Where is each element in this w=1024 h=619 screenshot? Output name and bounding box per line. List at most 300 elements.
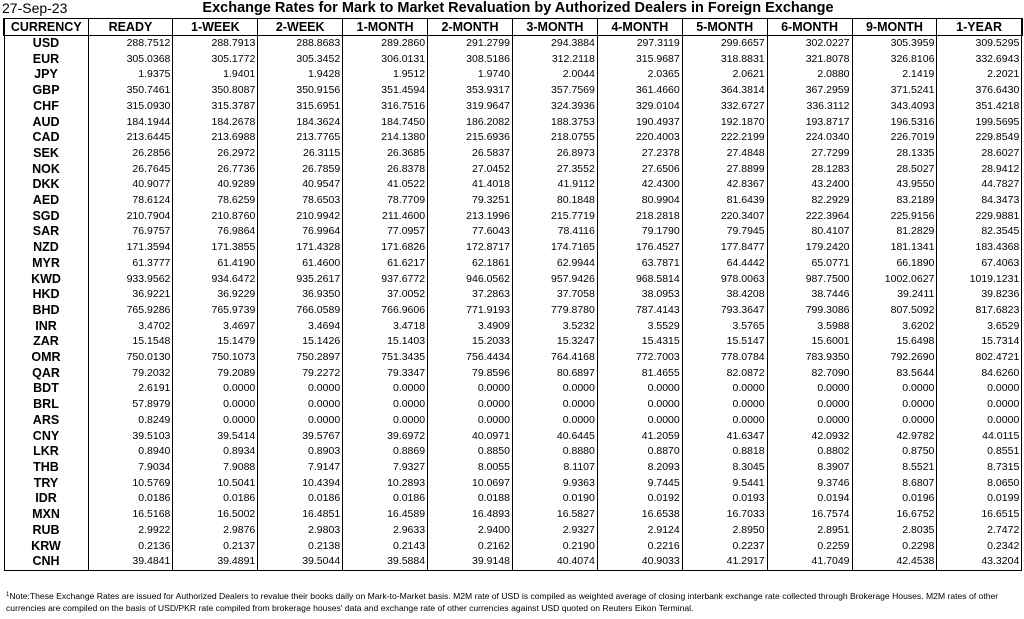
rate-cell: 40.6445 — [512, 429, 597, 445]
rate-cell: 39.8236 — [937, 287, 1022, 303]
currency-code: BDT — [4, 381, 88, 397]
rate-cell: 220.4003 — [597, 130, 682, 146]
rate-cell: 0.0000 — [937, 397, 1022, 413]
rate-cell: 793.3647 — [682, 303, 767, 319]
rate-cell: 15.1426 — [258, 334, 343, 350]
rate-cell: 79.2032 — [88, 366, 173, 382]
rate-cell: 42.4538 — [852, 554, 937, 570]
rate-cell: 0.0000 — [343, 413, 428, 429]
rate-cell: 229.8549 — [937, 130, 1022, 146]
rate-cell: 37.2863 — [428, 287, 513, 303]
rate-cell: 44.0115 — [937, 429, 1022, 445]
rate-cell: 0.0000 — [937, 413, 1022, 429]
rate-cell: 43.9550 — [852, 177, 937, 193]
rate-cell: 41.6347 — [682, 429, 767, 445]
rate-cell: 82.0872 — [682, 366, 767, 382]
rate-cell: 16.6538 — [597, 507, 682, 523]
rate-cell: 0.8903 — [258, 444, 343, 460]
rate-cell: 0.2143 — [343, 539, 428, 555]
rate-cell: 2.9876 — [173, 523, 258, 539]
rate-cell: 78.7709 — [343, 193, 428, 209]
rate-cell: 27.0452 — [428, 162, 513, 178]
rate-cell: 350.9156 — [258, 83, 343, 99]
rate-cell: 0.8249 — [88, 413, 173, 429]
table-row — [4, 130, 1022, 146]
rate-cell: 61.6217 — [343, 256, 428, 272]
rate-cell: 771.9193 — [428, 303, 513, 319]
rate-cell: 0.8869 — [343, 444, 428, 460]
rate-cell: 946.0562 — [428, 272, 513, 288]
currency-code: KRW — [4, 539, 88, 555]
rate-cell: 16.4893 — [428, 507, 513, 523]
table-row — [4, 146, 1022, 162]
rate-cell: 817.6823 — [937, 303, 1022, 319]
rate-cell: 224.0340 — [767, 130, 852, 146]
table-row — [4, 366, 1022, 382]
table-row — [4, 397, 1022, 413]
rate-cell: 291.2799 — [428, 36, 513, 52]
rate-cell: 288.8683 — [258, 36, 343, 52]
rate-cell: 27.7299 — [767, 146, 852, 162]
rate-cell: 294.3884 — [512, 36, 597, 52]
report-date: 27-Sep-23 — [2, 0, 68, 16]
rate-cell: 0.0000 — [512, 413, 597, 429]
table-row — [4, 224, 1022, 240]
rate-cell: 80.6897 — [512, 366, 597, 382]
table-row — [4, 115, 1022, 131]
rate-cell: 38.0953 — [597, 287, 682, 303]
rate-cell: 0.8880 — [512, 444, 597, 460]
rate-cell: 28.1335 — [852, 146, 937, 162]
table-row — [4, 444, 1022, 460]
rate-cell: 196.5316 — [852, 115, 937, 131]
table-row — [4, 99, 1022, 115]
rate-cell: 305.3452 — [258, 52, 343, 68]
footnote-text: Note:These Exchange Rates are issued for Authorized Dealers to revalue their books daily on Mark-to-Market basis. M2M rate of USD is compiled as weighted average of closing interbank exchange rate collected through Brokerage Houses. M2M rates of other currencies are compiled on the basis of USD/PKR rate compiled from brokerage houses' data and exchange rate of other currencies against USD quoted on Reuters Eikon Terminal. — [6, 591, 999, 613]
rate-cell: 16.7033 — [682, 507, 767, 523]
rate-cell: 332.6943 — [937, 52, 1022, 68]
table-row — [4, 491, 1022, 507]
currency-code: CAD — [4, 130, 88, 146]
rate-cell: 16.7574 — [767, 507, 852, 523]
rate-cell: 968.5814 — [597, 272, 682, 288]
table-row — [4, 413, 1022, 429]
rate-cell: 376.6430 — [937, 83, 1022, 99]
column-header-1-week: 1-WEEK — [173, 19, 258, 36]
rate-cell: 27.3552 — [512, 162, 597, 178]
rate-cell: 226.7019 — [852, 130, 937, 146]
rate-cell: 78.6503 — [258, 193, 343, 209]
rate-cell: 80.4107 — [767, 224, 852, 240]
rate-cell: 188.3753 — [512, 115, 597, 131]
rate-cell: 2.9400 — [428, 523, 513, 539]
rate-cell: 15.1548 — [88, 334, 173, 350]
rate-cell: 792.2690 — [852, 350, 937, 366]
rate-cell: 15.7314 — [937, 334, 1022, 350]
rate-cell: 41.2917 — [682, 554, 767, 570]
rate-cell: 312.2118 — [512, 52, 597, 68]
table-row — [4, 460, 1022, 476]
currency-code: LKR — [4, 444, 88, 460]
rate-cell: 2.9922 — [88, 523, 173, 539]
currency-code: NZD — [4, 240, 88, 256]
currency-code: THB — [4, 460, 88, 476]
rate-cell: 39.9148 — [428, 554, 513, 570]
rate-cell: 171.3594 — [88, 240, 173, 256]
rate-cell: 177.8477 — [682, 240, 767, 256]
rate-cell: 16.5002 — [173, 507, 258, 523]
rate-cell: 306.0131 — [343, 52, 428, 68]
table-row — [4, 67, 1022, 83]
rate-cell: 171.3855 — [173, 240, 258, 256]
currency-code: INR — [4, 319, 88, 335]
rate-cell: 220.3407 — [682, 209, 767, 225]
rate-cell: 289.2860 — [343, 36, 428, 52]
rate-cell: 0.0000 — [258, 381, 343, 397]
rate-cell: 83.2189 — [852, 193, 937, 209]
rate-cell: 1.9428 — [258, 67, 343, 83]
rate-cell: 1.9740 — [428, 67, 513, 83]
column-header-1-month: 1-MONTH — [343, 19, 428, 36]
rate-cell: 184.7450 — [343, 115, 428, 131]
rate-cell: 210.9942 — [258, 209, 343, 225]
rate-cell: 38.4208 — [682, 287, 767, 303]
rate-cell: 7.9034 — [88, 460, 173, 476]
footnote-marker: 1 — [6, 592, 10, 598]
currency-code: HKD — [4, 287, 88, 303]
currency-code: SGD — [4, 209, 88, 225]
rate-cell: 8.0650 — [937, 476, 1022, 492]
rate-cell: 3.4909 — [428, 319, 513, 335]
rate-cell: 2.8951 — [767, 523, 852, 539]
rate-cell: 957.9426 — [512, 272, 597, 288]
rate-cell: 79.2089 — [173, 366, 258, 382]
rate-cell: 0.0000 — [852, 397, 937, 413]
rate-cell: 26.7736 — [173, 162, 258, 178]
rate-cell: 27.6506 — [597, 162, 682, 178]
rate-cell: 350.8087 — [173, 83, 258, 99]
rate-cell: 192.1870 — [682, 115, 767, 131]
rate-cell: 0.0000 — [343, 381, 428, 397]
rate-cell: 766.9606 — [343, 303, 428, 319]
rate-cell: 9.7445 — [597, 476, 682, 492]
rate-cell: 62.1861 — [428, 256, 513, 272]
rate-cell: 1.9401 — [173, 67, 258, 83]
rate-cell: 371.5241 — [852, 83, 937, 99]
rate-cell: 77.6043 — [428, 224, 513, 240]
currency-code: DKK — [4, 177, 88, 193]
rate-cell: 210.8760 — [173, 209, 258, 225]
rate-cell: 76.9964 — [258, 224, 343, 240]
column-header-1-year: 1-YEAR — [937, 19, 1022, 36]
rate-cell: 179.2420 — [767, 240, 852, 256]
rate-cell: 16.5168 — [88, 507, 173, 523]
rate-cell: 26.3685 — [343, 146, 428, 162]
rate-cell: 316.7516 — [343, 99, 428, 115]
rate-cell: 39.5103 — [88, 429, 173, 445]
rate-cell: 3.6529 — [937, 319, 1022, 335]
rate-cell: 10.5769 — [88, 476, 173, 492]
rate-cell: 183.4368 — [937, 240, 1022, 256]
rate-cell: 0.0000 — [173, 397, 258, 413]
rate-cell: 82.2929 — [767, 193, 852, 209]
rate-cell: 305.0368 — [88, 52, 173, 68]
rate-cell: 39.6972 — [343, 429, 428, 445]
exchange-rates-table — [3, 18, 1023, 571]
rate-cell: 0.0186 — [258, 491, 343, 507]
rate-cell: 8.0055 — [428, 460, 513, 476]
rate-cell: 218.2818 — [597, 209, 682, 225]
rate-cell: 39.5767 — [258, 429, 343, 445]
rate-cell: 0.2137 — [173, 539, 258, 555]
rate-cell: 8.2093 — [597, 460, 682, 476]
table-row — [4, 272, 1022, 288]
currency-code: JPY — [4, 67, 88, 83]
rate-cell: 176.4527 — [597, 240, 682, 256]
rate-cell: 15.2033 — [428, 334, 513, 350]
rate-cell: 935.2617 — [258, 272, 343, 288]
column-header-2-week: 2-WEEK — [258, 19, 343, 36]
rate-cell: 42.8367 — [682, 177, 767, 193]
rate-cell: 10.5041 — [173, 476, 258, 492]
rate-cell: 77.0957 — [343, 224, 428, 240]
rate-cell: 756.4434 — [428, 350, 513, 366]
rate-cell: 78.4116 — [512, 224, 597, 240]
column-header-6-month: 6-MONTH — [767, 19, 852, 36]
currency-code: SAR — [4, 224, 88, 240]
rate-cell: 2.0880 — [767, 67, 852, 83]
rate-cell: 750.1073 — [173, 350, 258, 366]
rate-cell: 343.4093 — [852, 99, 937, 115]
rate-cell: 82.7090 — [767, 366, 852, 382]
rate-cell: 8.7315 — [937, 460, 1022, 476]
column-header-9-month: 9-MONTH — [852, 19, 937, 36]
page-title: Exchange Rates for Mark to Market Revaluation by Authorized Dealers in Foreign Exchange — [202, 0, 834, 16]
rate-cell: 41.9112 — [512, 177, 597, 193]
rate-cell: 16.4851 — [258, 507, 343, 523]
rate-cell: 15.4315 — [597, 334, 682, 350]
table-row — [4, 177, 1022, 193]
rate-cell: 2.8035 — [852, 523, 937, 539]
footnote — [6, 590, 1018, 614]
rate-cell: 39.5884 — [343, 554, 428, 570]
currency-code: IDR — [4, 491, 88, 507]
rate-cell: 42.4300 — [597, 177, 682, 193]
rate-cell: 0.2138 — [258, 539, 343, 555]
rate-cell: 933.9562 — [88, 272, 173, 288]
rate-cell: 321.8078 — [767, 52, 852, 68]
rate-cell: 184.2678 — [173, 115, 258, 131]
rate-cell: 27.2378 — [597, 146, 682, 162]
rate-cell: 2.7472 — [937, 523, 1022, 539]
rate-cell: 1019.1231 — [937, 272, 1022, 288]
rate-cell: 38.7446 — [767, 287, 852, 303]
rate-cell: 36.9221 — [88, 287, 173, 303]
rate-cell: 222.2199 — [682, 130, 767, 146]
rate-cell: 288.7913 — [173, 36, 258, 52]
rate-cell: 2.9633 — [343, 523, 428, 539]
rate-cell: 41.7049 — [767, 554, 852, 570]
rate-cell: 329.0104 — [597, 99, 682, 115]
rate-cell: 353.9317 — [428, 83, 513, 99]
rate-cell: 0.2216 — [597, 539, 682, 555]
rate-cell: 8.5521 — [852, 460, 937, 476]
rate-cell: 80.9904 — [597, 193, 682, 209]
currency-code: CNH — [4, 554, 88, 570]
rate-cell: 319.9647 — [428, 99, 513, 115]
rate-cell: 978.0063 — [682, 272, 767, 288]
rate-cell: 361.4660 — [597, 83, 682, 99]
rate-cell: 308.5186 — [428, 52, 513, 68]
rate-cell: 336.3112 — [767, 99, 852, 115]
rate-cell: 78.6124 — [88, 193, 173, 209]
rate-cell: 9.3746 — [767, 476, 852, 492]
currency-code: QAR — [4, 366, 88, 382]
column-header-3-month: 3-MONTH — [512, 19, 597, 36]
rate-cell: 39.2411 — [852, 287, 937, 303]
rate-cell: 26.8378 — [343, 162, 428, 178]
rate-cell: 0.8850 — [428, 444, 513, 460]
rate-cell: 79.1790 — [597, 224, 682, 240]
rate-cell: 81.2829 — [852, 224, 937, 240]
rate-cell: 76.9864 — [173, 224, 258, 240]
rate-cell: 218.0755 — [512, 130, 597, 146]
rate-cell: 1002.0627 — [852, 272, 937, 288]
rate-cell: 2.0621 — [682, 67, 767, 83]
rate-cell: 214.1380 — [343, 130, 428, 146]
rate-cell: 3.5529 — [597, 319, 682, 335]
rate-cell: 934.6472 — [173, 272, 258, 288]
rate-cell: 215.6936 — [428, 130, 513, 146]
rate-cell: 193.8717 — [767, 115, 852, 131]
currency-code: ARS — [4, 413, 88, 429]
rate-cell: 305.1772 — [173, 52, 258, 68]
rate-cell: 39.4891 — [173, 554, 258, 570]
rate-cell: 0.0000 — [512, 397, 597, 413]
rate-cell: 0.2162 — [428, 539, 513, 555]
rate-cell: 750.2897 — [258, 350, 343, 366]
rate-cell: 764.4168 — [512, 350, 597, 366]
rate-cell: 63.7871 — [597, 256, 682, 272]
rate-cell: 0.0000 — [767, 397, 852, 413]
rate-cell: 213.1996 — [428, 209, 513, 225]
rate-cell: 79.3347 — [343, 366, 428, 382]
currency-code: CHF — [4, 99, 88, 115]
rate-cell: 9.5441 — [682, 476, 767, 492]
rate-cell: 79.8596 — [428, 366, 513, 382]
rate-cell: 0.2259 — [767, 539, 852, 555]
rate-cell: 2.9327 — [512, 523, 597, 539]
table-row — [4, 429, 1022, 445]
rate-cell: 3.4694 — [258, 319, 343, 335]
table-row — [4, 381, 1022, 397]
rate-cell: 2.8950 — [682, 523, 767, 539]
table-body — [4, 36, 1022, 571]
column-header-2-month: 2-MONTH — [428, 19, 513, 36]
rate-cell: 0.0196 — [852, 491, 937, 507]
table-row — [4, 334, 1022, 350]
rate-cell: 172.8717 — [428, 240, 513, 256]
currency-code: RUB — [4, 523, 88, 539]
rate-cell: 0.8802 — [767, 444, 852, 460]
rate-cell: 79.2272 — [258, 366, 343, 382]
rate-cell: 0.0000 — [597, 413, 682, 429]
rate-cell: 42.9782 — [852, 429, 937, 445]
rate-cell: 229.9881 — [937, 209, 1022, 225]
rate-cell: 42.0932 — [767, 429, 852, 445]
rate-cell: 299.6657 — [682, 36, 767, 52]
rate-cell: 64.4442 — [682, 256, 767, 272]
rate-cell: 787.4143 — [597, 303, 682, 319]
rate-cell: 0.0186 — [173, 491, 258, 507]
rate-cell: 0.0000 — [682, 381, 767, 397]
rate-cell: 305.3959 — [852, 36, 937, 52]
rate-cell: 61.4600 — [258, 256, 343, 272]
table-row — [4, 162, 1022, 178]
rate-cell: 8.6807 — [852, 476, 937, 492]
rate-cell: 10.2893 — [343, 476, 428, 492]
currency-code: GBP — [4, 83, 88, 99]
rate-cell: 41.4018 — [428, 177, 513, 193]
rate-cell: 0.8551 — [937, 444, 1022, 460]
rate-cell: 41.0522 — [343, 177, 428, 193]
rate-cell: 309.5295 — [937, 36, 1022, 52]
column-header-ready: READY — [88, 19, 173, 36]
rate-cell: 0.0188 — [428, 491, 513, 507]
rate-cell: 84.3473 — [937, 193, 1022, 209]
rate-cell: 28.9412 — [937, 162, 1022, 178]
rate-cell: 16.5827 — [512, 507, 597, 523]
currency-code: MXN — [4, 507, 88, 523]
rate-cell: 766.0589 — [258, 303, 343, 319]
table-row — [4, 476, 1022, 492]
rate-cell: 40.9077 — [88, 177, 173, 193]
rate-cell: 36.9350 — [258, 287, 343, 303]
currency-code: BRL — [4, 397, 88, 413]
table-row — [4, 554, 1022, 570]
rate-cell: 3.4702 — [88, 319, 173, 335]
rate-cell: 0.0193 — [682, 491, 767, 507]
rate-cell: 0.0000 — [852, 413, 937, 429]
currency-code: OMR — [4, 350, 88, 366]
rate-cell: 297.3119 — [597, 36, 682, 52]
rate-cell: 0.8818 — [682, 444, 767, 460]
rate-cell: 0.0190 — [512, 491, 597, 507]
rate-cell: 315.6951 — [258, 99, 343, 115]
rate-cell: 16.6752 — [852, 507, 937, 523]
table-row — [4, 523, 1022, 539]
rate-cell: 302.0227 — [767, 36, 852, 52]
table-row — [4, 303, 1022, 319]
rate-cell: 315.9687 — [597, 52, 682, 68]
rate-cell: 83.5644 — [852, 366, 937, 382]
rate-cell: 0.0192 — [597, 491, 682, 507]
currency-code: NOK — [4, 162, 88, 178]
rate-cell: 357.7569 — [512, 83, 597, 99]
rate-cell: 7.9088 — [173, 460, 258, 476]
rate-cell: 27.8899 — [682, 162, 767, 178]
rate-cell: 288.7512 — [88, 36, 173, 52]
rate-cell: 44.7827 — [937, 177, 1022, 193]
rate-cell: 211.4600 — [343, 209, 428, 225]
rate-cell: 210.7904 — [88, 209, 173, 225]
rate-cell: 79.7945 — [682, 224, 767, 240]
rate-cell: 184.1944 — [88, 115, 173, 131]
column-header-5-month: 5-MONTH — [682, 19, 767, 36]
column-header-currency: CURRENCY — [4, 19, 88, 36]
rate-cell: 76.9757 — [88, 224, 173, 240]
rate-cell: 364.3814 — [682, 83, 767, 99]
